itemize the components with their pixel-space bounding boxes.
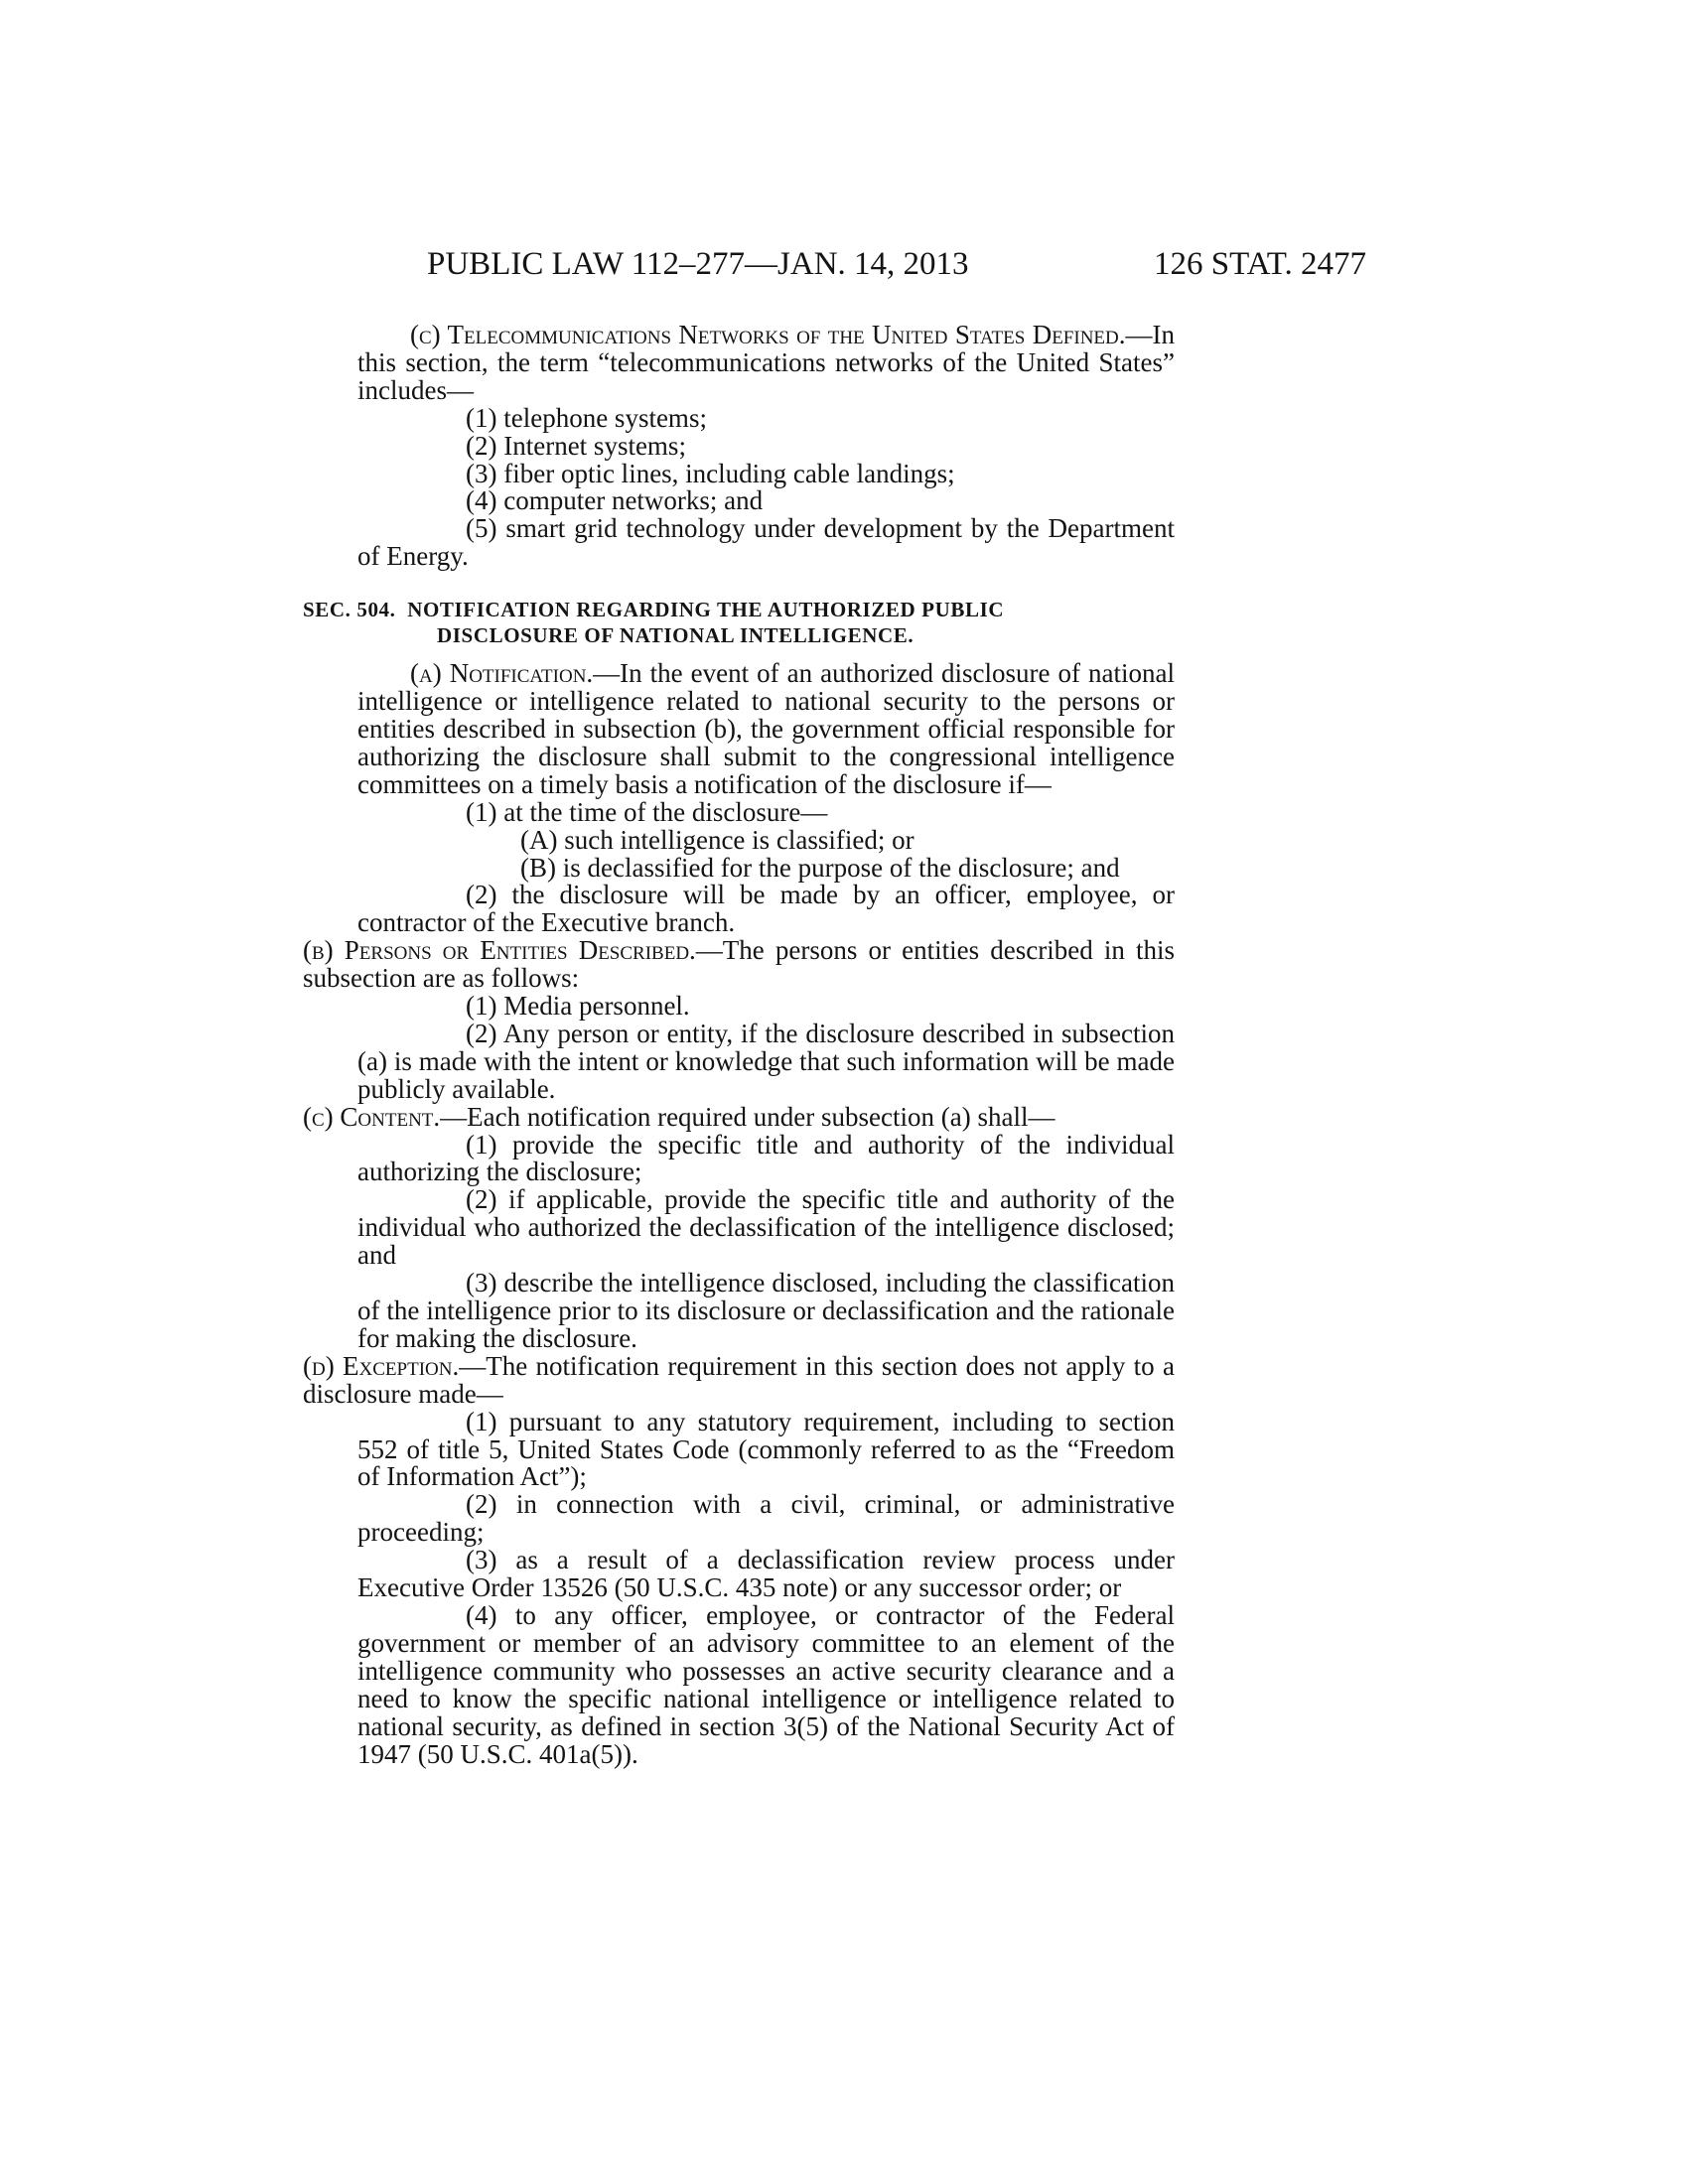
paragraph-item: (1) Media personnel. [466,991,690,1022]
paragraph-item: (1) provide the specific title and authority of the individual authorizing the disclosure; [357,1129,1175,1187]
section-heading-line1 [303,597,1175,622]
document-body [303,322,1175,1768]
list-item: (2) Internet systems; [466,430,686,461]
subsection-c-telecom [303,322,1175,405]
paragraph-item: (2) if applicable, provide the specific title and authority of the individual who authorized the declassification of the intelligence disclosed; and [357,1184,1175,1271]
paragraph-item: (2) the disclosure will be made by an officer, employee, or contractor of the Executive branch. [357,880,1175,938]
subparagraph-item: (A) such intelligence is classified; or [520,824,914,855]
paragraph-item: (3) describe the intelligence disclosed, including the classification of the intelligence prior to its disclosure or declassification and the rationale for making the disclosure. [357,1268,1175,1353]
subsection-heading: (d) Exception. [303,1350,460,1381]
page-number: 126 STAT. 2477 [1153,246,1366,282]
list-item: (1) telephone systems; [466,402,707,433]
subparagraph-item: (B) is declassified for the purpose of the disclosure; and [520,852,1120,883]
subsection-text: —The notification requirement in this section does not apply to a disclosure made— [303,1350,1175,1409]
section-heading [303,597,1175,648]
list-item: (3) fiber optic lines, including cable landings; [466,458,955,488]
subsection-heading: (c) Content. [303,1101,441,1132]
list-item: (5) smart grid technology under development by the Department of Energy. [357,513,1175,572]
subsection-text: —The persons or entities described in this subsection are as follows: [303,935,1175,994]
paragraph-item: (1) at the time of the disclosure— [466,796,828,827]
running-head [303,242,1365,286]
subsection-heading: (a) Notification. [410,658,594,689]
subsection-heading: (c) Telecommunications Networks of the United States Defined. [410,320,1126,349]
subsection-b [303,937,1175,993]
section-title-line1: NOTIFICATION REGARDING THE AUTHORIZED PUBLIC [407,598,1005,622]
paragraph-item: (3) as a result of a declassification review process under Executive Order 13526 (50 U.S.C. 435 note) or any successor order; or [357,1545,1175,1603]
section-number: SEC. 504. [303,598,396,622]
paragraph-item: (2) in connection with a civil, criminal, or administrative proceeding; [357,1489,1175,1548]
section-title-line2: DISCLOSURE OF NATIONAL INTELLIGENCE. [437,623,914,648]
subsection-text: —Each notification required under subsection (a) shall— [440,1101,1055,1132]
list-item: (4) computer networks; and [466,485,764,516]
paragraph-item: (4) to any officer, employee, or contractor of the Federal government or member of an advisory committee to an element of the intelligence community who possesses an active security clearance and a need to know the specific national intelligence or intelligence related to national security, as defined in section 3(5) of the National Security Act of 1947 (50 U.S.C. 401a(5)). [357,1599,1175,1769]
running-head-title: PUBLIC LAW 112–277—JAN. 14, 2013 [427,246,969,282]
subsection-d [303,1350,1175,1409]
subsection-heading: (b) Persons or Entities Described. [303,935,696,966]
paragraph-item: (1) pursuant to any statutory requirement, including to section 552 of title 5, United States Code (commonly referred to as the “Freedom of Information Act”); [357,1406,1175,1492]
subsection-text: —In this section, the term “telecommunications networks of the United States” includes— [357,320,1175,405]
subsection-c-content [303,1101,1175,1132]
subsection-text: —In the event of an authorized disclosure of national intelligence or intelligence related to national security to the persons or entities described in subsection (b), the government official responsible for authorizing the disclosure shall submit to the congressional intelligence committees on a timely basis a notification of the disclosure if— [357,658,1175,799]
subsection-a [303,660,1175,799]
paragraph-item: (2) Any person or entity, if the disclosure described in subsection (a) is made with the intent or knowledge that such information will be made publicly available. [357,1018,1175,1104]
